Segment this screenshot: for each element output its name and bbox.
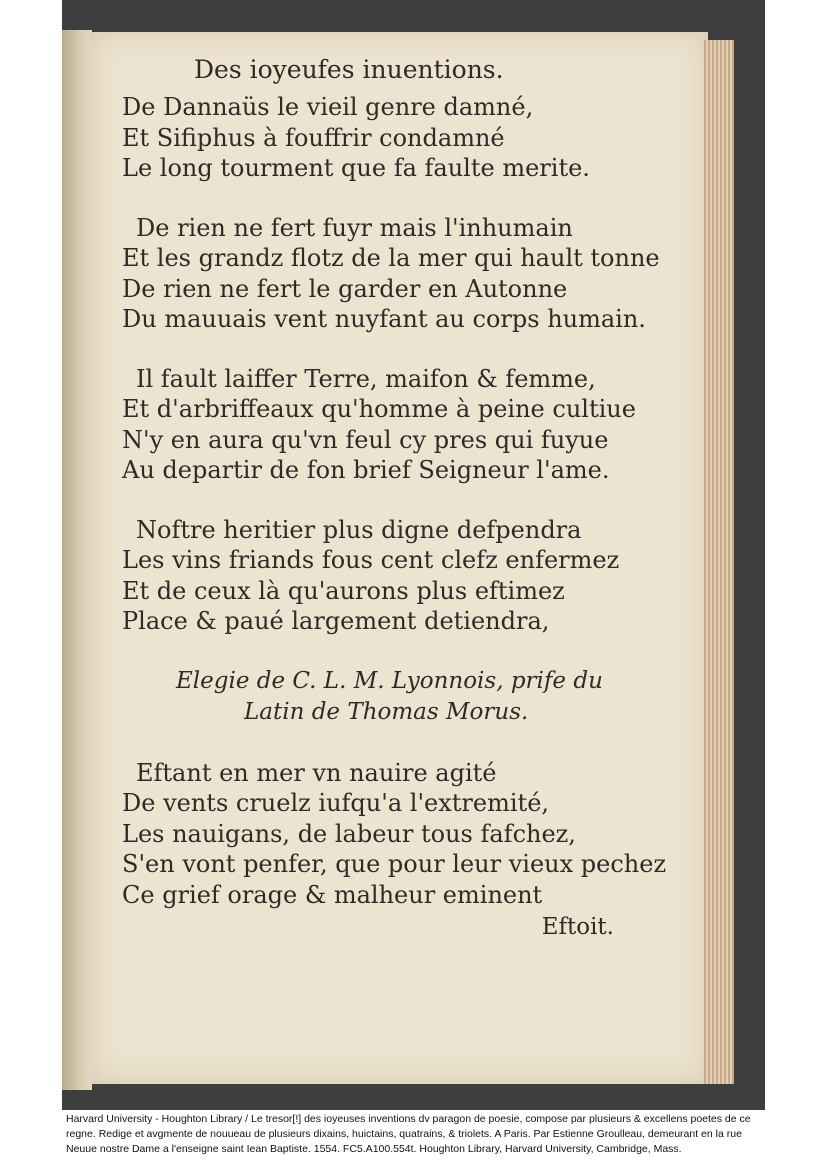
verse-line: Place & paué largement detiendra, [122, 607, 550, 635]
verse-line: Le long tourment que fa faulte merite. [122, 154, 590, 182]
verse-line: N'y en aura qu'vn feul cy pres qui fuyue [122, 425, 609, 454]
verse-line: Noftre heritier plus digne defpendra [136, 515, 582, 544]
book-gutter [62, 30, 92, 1090]
page-edges [704, 40, 734, 1084]
catchword: Eftoit. [541, 914, 614, 940]
verse-line: Et d'arbriffeaux qu'homme à peine cultiue [122, 395, 636, 423]
verse-line: Et Sifiphus à fouffrir condamné [122, 123, 505, 152]
verse-line: Les nauigans, de labeur tous fafchez, [122, 819, 576, 848]
stanza [122, 364, 682, 486]
verse-line: De rien ne fert le garder en Autonne [122, 274, 568, 303]
running-head: Des ioyeufes inuentions. [194, 55, 504, 84]
verse-line: De rien ne fert fuyr mais l'inhumain [136, 213, 573, 242]
page-text [122, 48, 682, 944]
poem-heading: Latin de Thomas Morus. [244, 698, 529, 725]
poem-heading: Elegie de C. L. M. Lyonnois, prife du [176, 667, 603, 694]
verse-line: Et de ceux là qu'aurons plus eftimez [122, 576, 565, 605]
image-caption: Harvard University - Houghton Library / Le tresor[!] des ioyeuses inventions dv paragon de poesie, compose par plusieurs & excellens poetes de ce regne. Redige et avgmente de nouueau de plusieurs dixains, huictains, quatrains, & triolets. A Paris. Par Estienne Groulleau, demeurant en la rue Neuue nostre Dame a l'enseigne saint Iean Baptiste. 1554. FC5.A100.554t. Houghton Library, Harvard University, Cambridge, Mass. [66, 1113, 751, 1155]
stanza [122, 92, 682, 184]
verse-line: Du mauuais vent nuyfant au corps humain. [122, 305, 646, 333]
verse-line: Ce grief orage & malheur eminent [122, 880, 543, 909]
stanza [122, 515, 682, 637]
verse-line: Au departir de fon brief Seigneur l'ame. [122, 456, 610, 484]
final-stanza [122, 758, 682, 911]
verse-line: De Dannaüs le vieil genre damné, [122, 93, 534, 121]
verse-line: De vents cruelz iufqu'a l'extremité, [122, 789, 550, 817]
verse-line: S'en vont penfer, que pour leur vieux pechez [122, 850, 667, 878]
verse-line: Les vins friands fous cent clefz enfermez [122, 546, 620, 574]
stanza [122, 213, 682, 335]
verse-line: Et les grandz flotz de la mer qui hault tonne [122, 244, 660, 272]
verse-line: Il fault laiffer Terre, maifon & femme, [136, 364, 596, 393]
verse-line: Eftant en mer vn nauire agité [136, 758, 497, 787]
